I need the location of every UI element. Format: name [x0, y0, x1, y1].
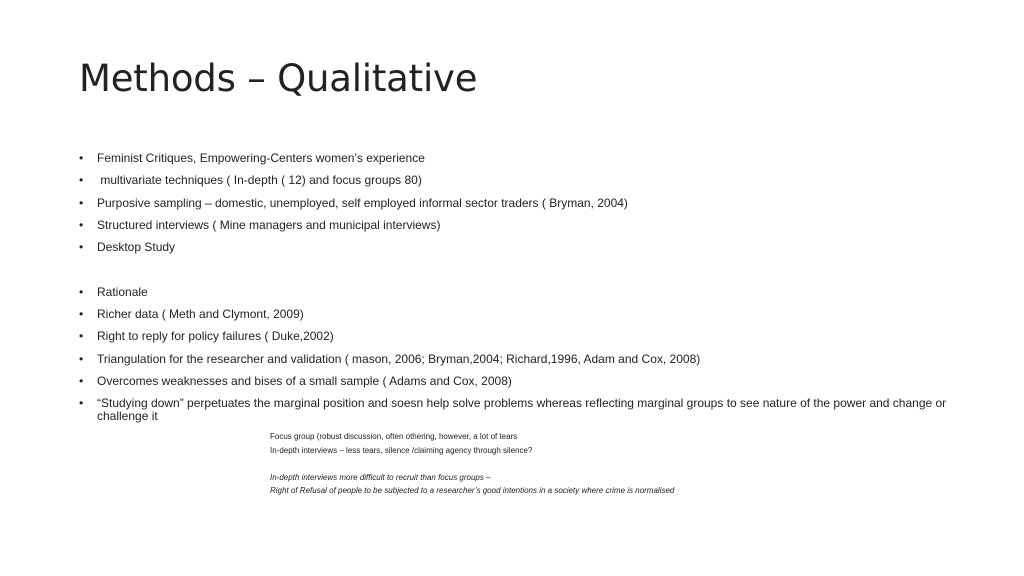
bullet-dot: • [79, 217, 84, 232]
note-line: In-depth interviews – less tears, silence /claiming agency through silence? [270, 445, 533, 455]
note-line: Focus group (robust discussion, often othering, however, a lot of tears [270, 432, 518, 441]
bullet-text: Desktop Study [97, 240, 176, 255]
bullet-item [79, 397, 959, 423]
bullet-item [79, 241, 959, 263]
bullet-text: Feminist Critiques, Empowering-Centers women’s experience [97, 151, 425, 165]
bullet-text: Purposive sampling – domestic, unemployed, self employed informal sector traders ( Bryman, 2004) [97, 195, 628, 210]
note-line-italic: In-depth interviews more difficult to recruit than focus groups – [270, 472, 491, 482]
bullet-dot: • [79, 151, 84, 165]
bullet-dot: • [79, 240, 84, 255]
bullet-text: Overcomes weaknesses and bises of a small sample ( Adams and Cox, 2008) [97, 373, 512, 388]
bullet-text: Structured interviews ( Mine managers and municipal interviews) [97, 217, 441, 232]
bullet-dot: • [79, 396, 84, 411]
note-line-italic: Right of Refusal of people to be subjected to a researcher’s good intentions in a society where crime is normalised [270, 486, 675, 495]
bullet-dot: • [79, 351, 84, 366]
bullet-item [79, 330, 959, 352]
bullet-dot: • [79, 329, 84, 344]
bullet-dot: • [79, 195, 84, 210]
bullet-text: Rationale [97, 284, 148, 299]
bullet-item [79, 174, 959, 196]
bullet-dot: • [79, 373, 84, 388]
bullet-list [79, 152, 959, 423]
bullet-gap [79, 263, 959, 285]
bullet-dot: • [79, 284, 84, 299]
bullet-item [79, 219, 959, 241]
slide-title: Methods – Qualitative [79, 57, 478, 100]
notes-block [270, 430, 674, 498]
bullet-item [79, 375, 959, 397]
bullet-dot: • [79, 173, 84, 188]
bullet-text: Triangulation for the researcher and validation ( mason, 2006; Bryman,2004; Richard,1996, Adam and Cox, 2008) [97, 351, 701, 366]
bullet-item [79, 353, 959, 375]
bullet-text: Right to reply for policy failures ( Duke,2002) [97, 329, 334, 344]
bullet-item [79, 197, 959, 219]
bullet-text: multivariate techniques ( In-depth ( 12) and focus groups 80) [97, 173, 422, 188]
bullet-item [79, 308, 959, 330]
bullet-item [79, 152, 959, 174]
bullet-item [79, 286, 959, 308]
bullet-text: Richer data ( Meth and Clymont, 2009) [97, 307, 304, 322]
note-spacer [270, 457, 674, 471]
bullet-text: “Studying down” perpetuates the marginal position and soesn help solve problems whereas reflecting marginal groups to see nature of the power and change or challenge it [97, 396, 947, 424]
bullet-dot: • [79, 307, 84, 322]
